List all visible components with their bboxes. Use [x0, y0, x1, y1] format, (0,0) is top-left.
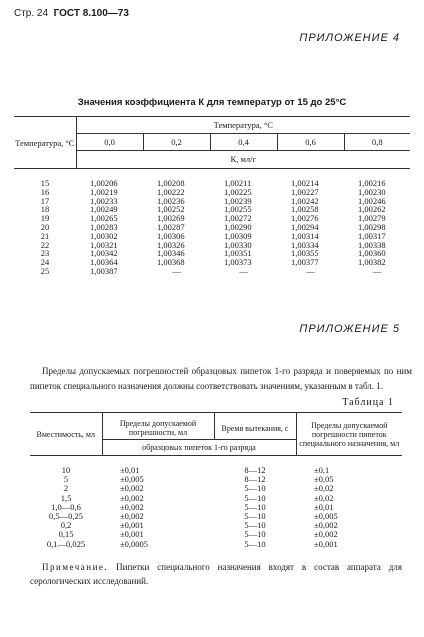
cell-error-limit: ±0,001 [120, 529, 144, 540]
table-row [14, 223, 410, 232]
table-row [14, 232, 410, 241]
table-row [30, 484, 402, 493]
cell-value: 1,00230 [358, 186, 386, 197]
cell-value: 1,00216 [358, 178, 386, 188]
cell-special-limit: ±0,01 [314, 501, 334, 512]
cell-value: 1,00265 [90, 213, 118, 224]
standard-code: ГОСТ 8.100—73 [53, 8, 129, 19]
cell-value: 1,00309 [224, 230, 252, 241]
row-temperature: 23 [40, 248, 50, 259]
cell-value: 1,00276 [291, 213, 319, 224]
drain-time-header: Время вытекания, с [214, 413, 296, 440]
cell-value: 1,00255 [224, 204, 252, 215]
row-capacity: 0,5—0,25 [49, 511, 83, 522]
cell-value: 1,00306 [157, 230, 185, 241]
table-row [30, 530, 402, 539]
row-capacity: 1,0—0,6 [51, 501, 81, 512]
cell-error-limit: ±0,002 [120, 511, 144, 522]
cell-value: 1,00342 [90, 248, 118, 259]
row-temperature: 20 [40, 221, 50, 232]
special-limits-header: Пределы допускаемой погрешности пипеток специального назначения, мл [296, 413, 402, 456]
sub-header-1: 0,2 [143, 134, 210, 151]
appendix-5-paragraph [30, 364, 412, 394]
cell-value: — [172, 265, 181, 276]
cell-value: — [239, 265, 248, 276]
cell-value: 1,00373 [224, 257, 252, 268]
appendix-4-title: ПРИЛОЖЕНИЕ 4 [299, 32, 400, 44]
cell-error-limit: ±0,005 [120, 474, 144, 485]
cell-value: 1,00382 [358, 257, 386, 268]
unit-header: К, мл/г [76, 151, 410, 169]
cell-value: 1,00287 [157, 221, 185, 232]
cell-value: 1,00225 [224, 186, 252, 197]
pipette-table [30, 412, 402, 549]
cell-value: 1,00269 [157, 213, 185, 224]
cell-special-limit: ±0,1 [314, 465, 330, 475]
cell-value: — [306, 265, 315, 276]
cell-value: 1,00222 [157, 186, 185, 197]
row-capacity: 2 [63, 483, 69, 494]
cell-drain-time: 5—10 [244, 520, 266, 531]
row-temperature: 21 [40, 230, 50, 241]
table-row [14, 197, 410, 206]
cell-value: 1,00330 [224, 239, 252, 250]
temperature-group-header: Температура, °С [76, 117, 410, 134]
cell-value: 1,00208 [157, 178, 185, 188]
table-row [14, 267, 410, 276]
sub-header-3: 0,6 [277, 134, 344, 151]
table-row [30, 521, 402, 530]
row-temperature: 16 [40, 186, 50, 197]
cell-value: 1,00211 [224, 178, 252, 188]
cell-value: 1,00258 [291, 204, 319, 215]
cell-value: 1,00242 [291, 195, 319, 206]
cell-value: 1,00338 [358, 239, 386, 250]
cell-value: 1,00355 [291, 248, 319, 259]
sub-header-reference-pipettes: образцовых пипеток 1-го разряда [102, 440, 296, 456]
page-number: Стр. 24 [14, 8, 49, 19]
cell-special-limit: ±0,05 [314, 474, 334, 485]
table-caption: Таблица 1 [342, 397, 394, 408]
row-capacity: 10 [61, 465, 71, 475]
error-limits-header: Пределы допускаемой погрешности, мл [102, 413, 214, 440]
cell-error-limit: ±0,0005 [120, 538, 149, 549]
paragraph-text: Пределы допускаемых погрешностей образцовых пипеток 1-го разряда и поверяемых по ним пипеток специального назначения должны соответствовать значениям, указанным в табл. 1. [30, 366, 412, 391]
cell-special-limit: ±0,002 [314, 520, 338, 531]
cell-value: 1,00326 [157, 239, 185, 250]
cell-value: 1,00351 [224, 248, 252, 259]
cell-error-limit: ±0,002 [120, 492, 144, 503]
cell-value: 1,00298 [358, 221, 386, 232]
sub-header-2: 0,4 [210, 134, 277, 151]
cell-value: 1,00283 [90, 221, 118, 232]
cell-value: 1,00206 [90, 178, 118, 188]
cell-drain-time: 5—10 [244, 538, 266, 549]
cell-value: 1,00214 [291, 178, 319, 188]
temperature-column-header: Температура, °С [14, 117, 76, 169]
sub-header-0: 0,0 [76, 134, 143, 151]
row-capacity: 0,15 [58, 529, 74, 540]
cell-value: 1,00302 [90, 230, 118, 241]
row-temperature: 22 [40, 239, 50, 250]
cell-value: 1,00279 [358, 213, 386, 224]
cell-value: 1,00262 [358, 204, 386, 215]
cell-value: 1,00364 [90, 257, 118, 268]
cell-special-limit: ±0,001 [314, 538, 338, 549]
cell-value: 1,00346 [157, 248, 185, 259]
cell-drain-time: 5—10 [244, 492, 266, 503]
table-row [30, 475, 402, 484]
note-label: Примечание. [42, 562, 109, 572]
table-row [30, 512, 402, 521]
cell-value: 1,00246 [358, 195, 386, 206]
cell-value: 1,00368 [157, 257, 185, 268]
cell-value: 1,00219 [90, 186, 118, 197]
cell-drain-time: 5—10 [244, 501, 266, 512]
row-temperature: 24 [40, 257, 50, 268]
row-temperature: 19 [40, 213, 50, 224]
note-text: Пипетки специального назначения входят в состав аппарата для серологических исследований. [30, 562, 402, 586]
cell-error-limit: ±0,002 [120, 483, 144, 494]
cell-error-limit: ±0,001 [120, 520, 144, 531]
table-row [30, 494, 402, 503]
cell-special-limit: ±0,02 [314, 483, 334, 494]
row-temperature: 25 [40, 265, 50, 276]
footnote [30, 560, 402, 588]
cell-value: 1,00290 [224, 221, 252, 232]
cell-error-limit: ±0,002 [120, 501, 144, 512]
table-1-title: Значения коэффициента К для температур от 15 до 25°С [77, 97, 347, 108]
cell-value: 1,00252 [157, 204, 185, 215]
cell-value: 1,00314 [291, 230, 319, 241]
cell-special-limit: ±0,02 [314, 492, 334, 503]
table-row [14, 205, 410, 214]
row-temperature: 18 [40, 204, 50, 215]
cell-value: 1,00233 [90, 195, 118, 206]
cell-value: 1,00272 [224, 213, 252, 224]
cell-drain-time: 8—12 [244, 474, 266, 485]
table-row [14, 258, 410, 267]
cell-drain-time: 5—10 [244, 511, 266, 522]
cell-value: 1,00227 [291, 186, 319, 197]
cell-value: 1,00317 [358, 230, 386, 241]
cell-value: 1,00294 [291, 221, 319, 232]
table-row [14, 249, 410, 258]
table-row [14, 214, 410, 223]
cell-drain-time: 5—10 [244, 529, 266, 540]
row-temperature: 17 [40, 195, 50, 206]
row-capacity: 5 [63, 474, 69, 485]
sub-header-4: 0,8 [344, 134, 410, 151]
cell-value: 1,00236 [157, 195, 185, 206]
cell-drain-time: 5—10 [244, 483, 266, 494]
table-row [30, 503, 402, 512]
appendix-5-title: ПРИЛОЖЕНИЕ 5 [299, 323, 400, 335]
row-capacity: 1,5 [60, 492, 72, 503]
cell-value: 1,00249 [90, 204, 118, 215]
cell-value: 1,00334 [291, 239, 319, 250]
table-row [14, 179, 410, 188]
table-row [30, 540, 402, 549]
row-temperature: 15 [40, 178, 50, 188]
page-header [14, 8, 129, 19]
cell-value: 1,00239 [224, 195, 252, 206]
table-row [14, 188, 410, 197]
cell-value: 1,00360 [358, 248, 386, 259]
cell-value: 1,00377 [291, 257, 319, 268]
cell-special-limit: ±0,005 [314, 511, 338, 522]
cell-drain-time: 8—12 [244, 465, 266, 475]
row-capacity: 0,2 [60, 520, 72, 531]
table-row [14, 241, 410, 250]
cell-value: — [372, 265, 382, 276]
cell-special-limit: ±0,002 [314, 529, 338, 540]
cell-error-limit: ±0,01 [120, 465, 140, 475]
row-capacity: 0,1—0,025 [46, 538, 86, 549]
capacity-header: Вместимость, мл [30, 413, 102, 456]
table-row [30, 466, 402, 475]
coefficient-table [14, 116, 410, 276]
cell-value: 1,00387 [90, 265, 118, 276]
cell-value: 1,00321 [90, 239, 118, 250]
